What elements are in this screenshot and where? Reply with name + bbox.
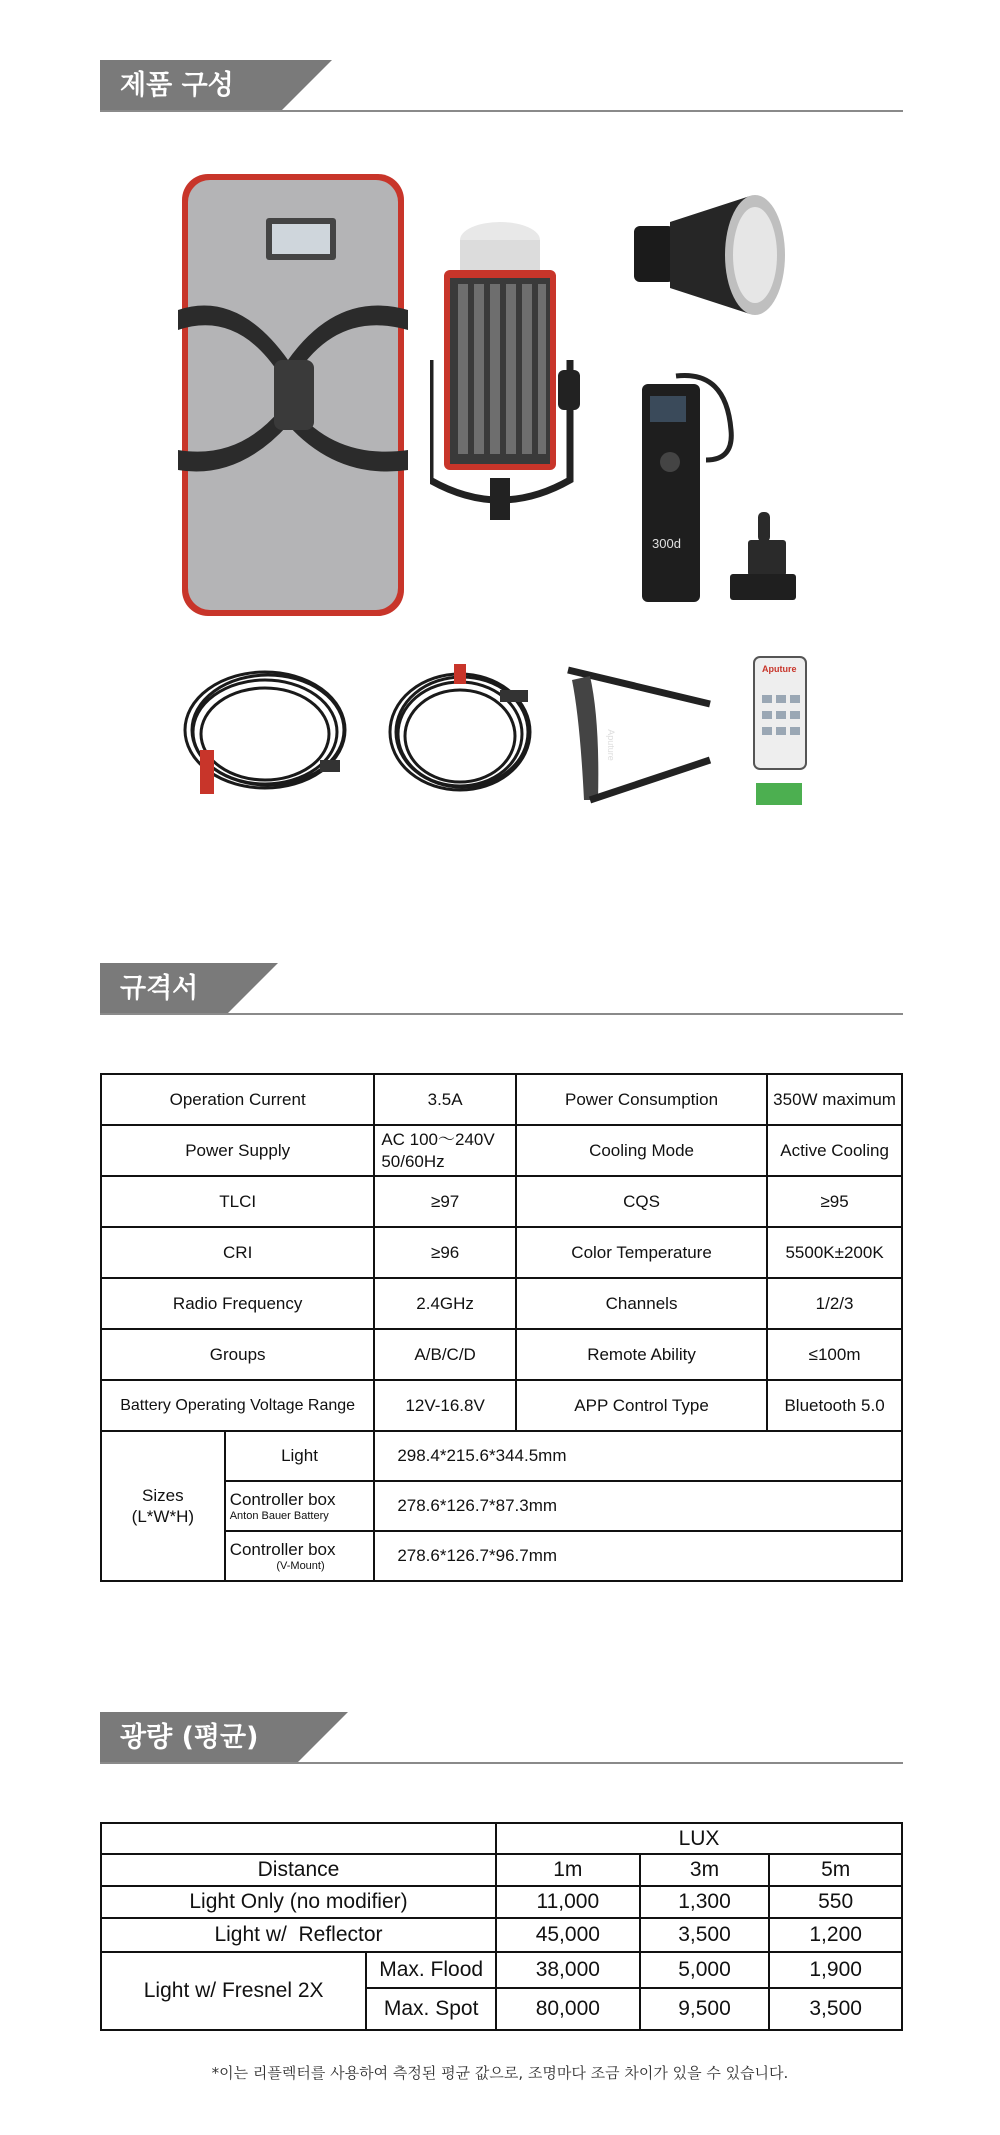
table-row: Battery Operating Voltage Range 12V-16.8V APP Control Type Bluetooth 5.0 xyxy=(101,1380,902,1431)
spec-table xyxy=(100,1073,903,1582)
table-row: TLCI ≥97 CQS ≥95 xyxy=(101,1176,902,1227)
section-title: 제품 구성 xyxy=(100,60,280,112)
table-row: Controller box Anton Bauer Battery 278.6*126.7*87.3mm xyxy=(101,1481,902,1531)
section-title: 규격서 xyxy=(100,963,226,1015)
head-cable-image xyxy=(370,660,550,810)
remote-brand-label: Aputure xyxy=(762,664,797,674)
sizes-label: Sizes (L*W*H) xyxy=(101,1431,225,1581)
shoulder-strap-image xyxy=(560,660,720,810)
table-row: Light w/ Fresnel 2X Max. Flood 38,000 5,000 1,900 xyxy=(101,1952,902,1988)
carrying-case-image xyxy=(178,170,408,620)
section-header-components xyxy=(100,60,903,112)
controller-model-text: 300d xyxy=(652,536,681,551)
table-row: Sizes (L*W*H) Light 298.4*215.6*344.5mm xyxy=(101,1431,902,1481)
table-row: Power Supply AC 100～240V 50/60Hz Cooling Mode Active Cooling xyxy=(101,1125,902,1176)
section-header-specs xyxy=(100,963,903,1015)
table-row: Light Only (no modifier) 11,000 1,300 550 xyxy=(101,1886,902,1918)
table-row: LUX xyxy=(101,1823,902,1854)
remote-control-image xyxy=(750,655,810,810)
table-row: Distance 1m 3m 5m xyxy=(101,1854,902,1886)
table-row: Light w/ Reflector 45,000 3,500 1,200 xyxy=(101,1918,902,1952)
table-row: Max. Spot 80,000 9,500 3,500 xyxy=(101,1988,902,2030)
table-row: CRI ≥96 Color Temperature 5500K±200K xyxy=(101,1227,902,1278)
reflector-image xyxy=(630,190,800,320)
power-cable-image xyxy=(170,660,360,810)
mount-adapter-image xyxy=(728,510,798,605)
section-header-output xyxy=(100,1712,903,1764)
strap-brand-label: Aputure xyxy=(605,729,616,761)
section-title: 광량 (평균) xyxy=(100,1712,296,1764)
table-row: Controller box (V-Mount) 278.6*126.7*96.7mm xyxy=(101,1531,902,1581)
table-row: Operation Current 3.5A Power Consumption 350W maximum xyxy=(101,1074,902,1125)
footnote: *이는 리플렉터를 사용하여 측정된 평균 값으로, 조명마다 조금 차이가 있을 수 있습니다. xyxy=(211,2064,789,2082)
light-head-image xyxy=(430,220,590,520)
table-row: Groups A/B/C/D Remote Ability ≤100m xyxy=(101,1329,902,1380)
table-row: Radio Frequency 2.4GHz Channels 1/2/3 xyxy=(101,1278,902,1329)
lux-table xyxy=(100,1822,903,2031)
product-components-photo xyxy=(100,150,903,850)
